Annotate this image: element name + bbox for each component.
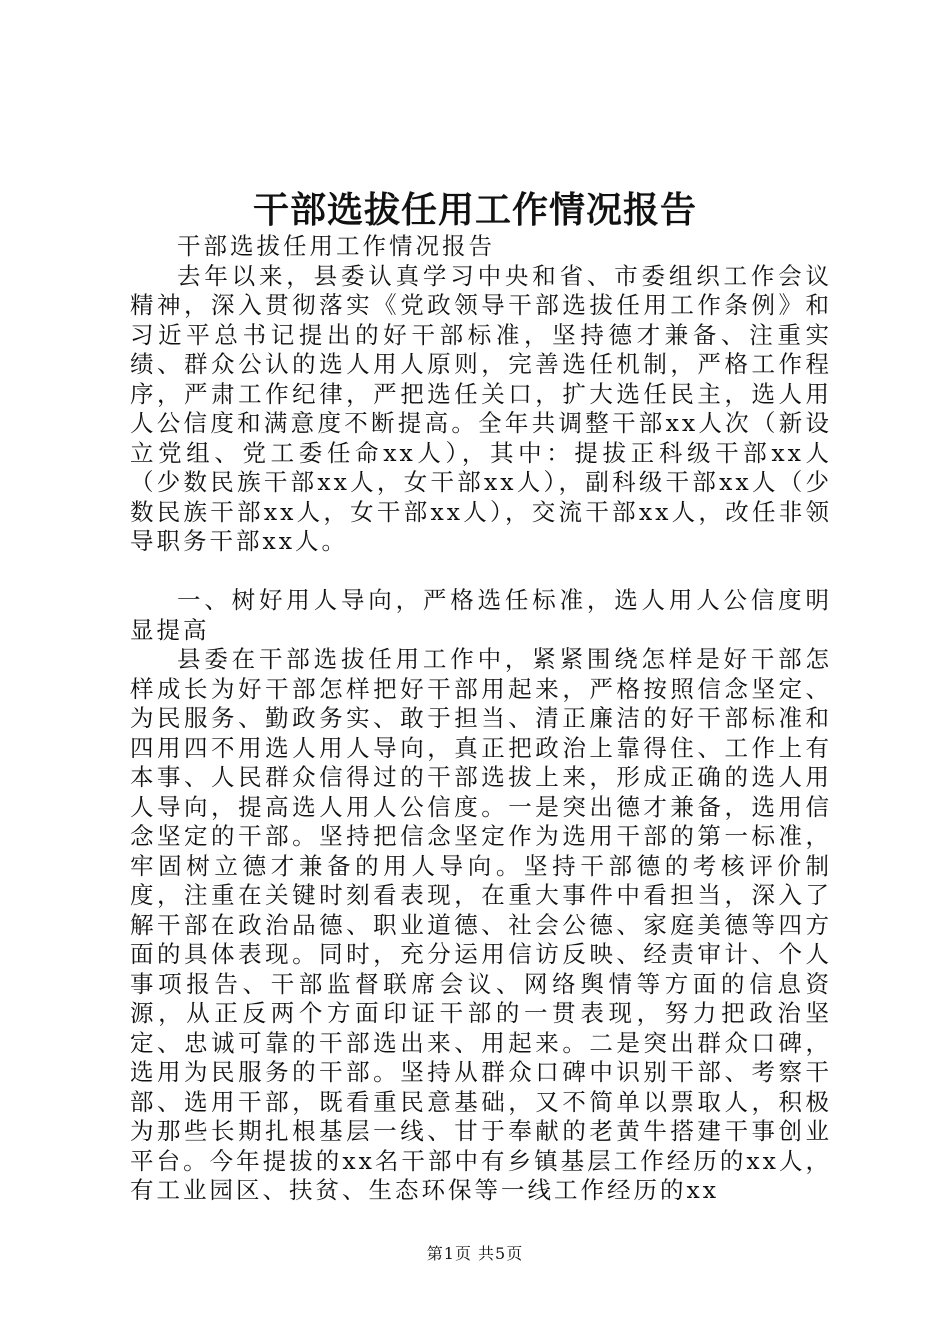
subtitle-paragraph: 干部选拔任用工作情况报告 xyxy=(177,232,495,260)
document-body xyxy=(130,232,832,1206)
section-paragraph: 县委在干部选拔任用工作中，紧紧围绕怎样是好干部怎样成长为好干部怎样把好干部用起来，严格按照信念坚定、为民服务、勤政务实、敢于担当、清正廉洁的好干部标准和四用四不用选人用人导向，真正把政治上靠得住、工作上有本事、人民群众信得过的干部选拔上来，形成正确的选人用人导向，提高选人用人公信度。一是突出德才兼备，选用信念坚定的干部。坚持把信念坚定作为选用干部的第一标准，牢固树立德才兼备的用人导向。坚持干部德的考核评价制度，注重在关键时刻看表现，在重大事件中看担当，深入了解干部在政治品德、职业道德、社会公德、家庭美德等四方面的具体表现。同时，充分运用信访反映、经责审计、个人事项报告、干部监督联席会议、网络舆情等方面的信息资源，从正反两个方面印证干部的一贯表现，努力把政治坚定、忠诚可靠的干部选出来、用起来。二是突出群众口碑，选用为民服务的干部。坚持从群众口碑中识别干部、考察干部、选用干部，既看重民意基础，又不简单以票取人，积极为那些长期扎根基层一线、甘于奉献的老黄牛搭建干事创业平台。今年提拔的xx名干部中有乡镇基层工作经历的xx人，有工业园区、扶贫、生态环保等一线工作经历的xx xyxy=(130,645,832,1204)
section-heading: 一、树好用人导向，严格选任标准，选人用人公信度明显提高 xyxy=(130,586,832,644)
page-number-footer: 第1页 共5页 xyxy=(426,1244,524,1263)
document-title: 干部选拔任用工作情况报告 xyxy=(252,189,697,231)
intro-paragraph: 去年以来，县委认真学习中央和省、市委组织工作会议精神，深入贯彻落实《党政领导干部选拔任用工作条例》和习近平总书记提出的好干部标准，坚持德才兼备、注重实绩、群众公认的选人用人原则，完善选任机制，严格工作程序，严肃工作纪律，严把选任关口，扩大选任民主，选人用人公信度和满意度不断提高。全年共调整干部xx人次（新设立党组、党工委任命xx人），其中：提拔正科级干部xx人（少数民族干部xx人，女干部xx人），副科级干部xx人（少数民族干部xx人，女干部xx人），交流干部xx人，改任非领导职务干部xx人。 xyxy=(130,261,832,555)
